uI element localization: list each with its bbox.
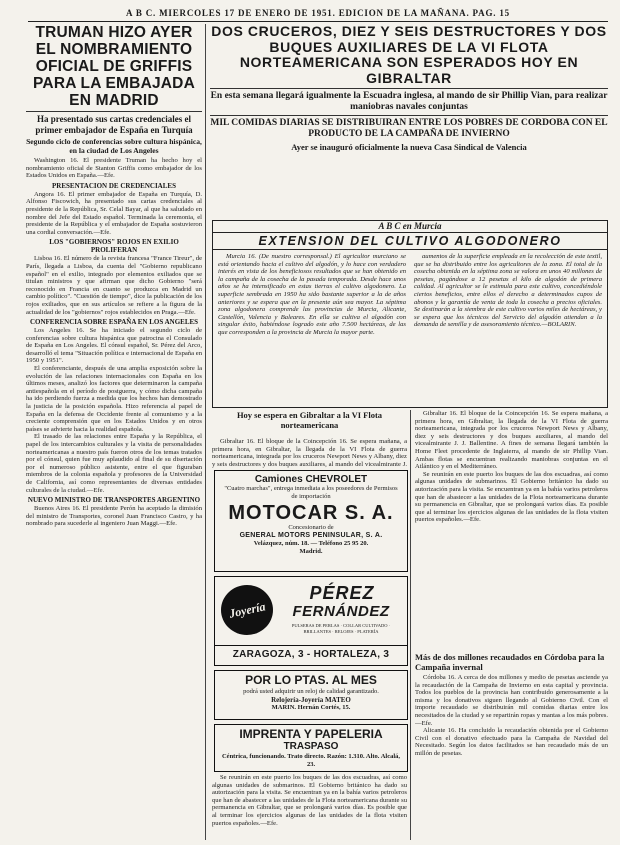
left-deck: Ha presentado sus cartas credenciales el primer embajador de España en Turquía bbox=[35, 114, 193, 135]
article-paragraph: Washington 16. El presidente Truman ha hecho hoy el nombramiento oficial de Stanton Griffis como embajador de los Estados Unidos en España.—Efe. bbox=[26, 157, 202, 180]
main-deck: En esta semana llegará igualmente la Escuadra inglesa, al mando de sir Phillip Vian, para realizar maniobras navales conjuntas bbox=[210, 91, 608, 112]
article-paragraph: El trasado de las relaciones entre España y la República, el papel de los intercambios culturales y la visita de personalidades norteamericanas a nuestro país fueron otros de los temas tratados por el cónsul, quien fue muy aplaudido al final de su disertación por el numeroso público asistente, entre el que figuraban miembros de la colonia española y profesores de la Universidad de California, así como representantes de diversas entidades culturales de la ciudad.—Efe. bbox=[26, 433, 202, 494]
reloj-ad bbox=[214, 670, 408, 720]
motocar-ad bbox=[214, 470, 408, 572]
joyeria-label: Joyería bbox=[227, 598, 267, 621]
article-paragraph: El conferenciante, después de una amplia exposición sobre la evolución de las relaciones internacionales con España en los últimos meses, analizó los factores que determinaron la campaña antiespañola en el período de postguerra, y cómo dicha campaña ha ido perdiendo fuerza a medida que los hechos han demostrado la justicia de la posición española. Hizo referencia al papel de España en la defensa de Occidente frente al comunismo y a la creciente comprensión que en los Estados Unidos y en otros países se advierte hacia la realidad española. bbox=[26, 365, 202, 433]
main-headline: DOS CRUCEROS, DIEZ Y SEIS DESTRUCTORES Y DOS BUQUES AUXILIARES DE LA VI FLOTA NORTEAMERICANA SON ESPERADOS HOY EN GIBRALTAR bbox=[211, 24, 607, 86]
left-column bbox=[26, 24, 202, 840]
gibraltar-headline: Hoy se espera en Gibraltar a la VI Flota norteamericana bbox=[236, 410, 383, 430]
imprenta-ad bbox=[214, 724, 408, 772]
fernandez-name: FERNÁNDEZ bbox=[292, 603, 390, 620]
middle-lower-text bbox=[212, 774, 407, 840]
motocar-sub: Concesionario de bbox=[288, 524, 334, 531]
section-heading: LOS "GOBIERNOS" ROJOS EN EXILIO PROLIFERAN bbox=[49, 238, 179, 255]
box-title: EXTENSION DEL CULTIVO ALGODONERO bbox=[213, 233, 607, 250]
left-subdeck: Segundo ciclo de conferencias sobre cultura hispánica, en la ciudad de Los Angeles bbox=[26, 137, 202, 155]
article-paragraph: Lisboa 16. El número de la revista francesa "France Tireur", de París, llegada a Lisboa, da cuenta del "Gobierno republicano español" en el exilio, integrado por elementos exiliados que se titulan ministros y que afirman que dicho Gobierno "será reconocido en Francia en cuanto se produzca en Madrid un cambio político". "Cuestión de tiempo", dice la publicación de los rojos exiliados, que en sus artículos se refiere a la figura de la actualidad de los "gobiernos" rojos establecidos en Praga.—Efe. bbox=[26, 255, 202, 316]
reloj-address: MARIN. Hernán Cortés, 15. bbox=[271, 704, 351, 711]
right-column bbox=[415, 410, 608, 650]
reloj-sub: podrá usted adquirir un reloj de calidad garantizado. bbox=[243, 688, 379, 695]
motocar-city: Madrid. bbox=[299, 548, 323, 555]
article-paragraph: Los Angeles 16. Se ha iniciado el segundo ciclo de conferencias sobre cultura hispánica que patrocina el Consulado de España en Los Angeles. El cónsul español, Sr. Pérez del Arco, desarrolló el tema "Situación política e internacional de España en 1950 y 1951". bbox=[26, 327, 202, 365]
gm-name: GENERAL MOTORS PENINSULAR, S. A. bbox=[239, 532, 383, 539]
murcia-box bbox=[212, 220, 608, 408]
cordoba-paragraph: Córdoba 16. A cerca de dos millones y medio de pesetas asciende ya la recaudación de la Campaña de Invierno en esta capital y provincia. Todos los pueblos de la provincia han contribuido generosamente a la misma y los donativos siguen llegando al Gobierno Civil. Con el importe recaudado se distribuirán mil comidas diarias entre los necesitados de la ciudad y se repartirán ropas y mantas a los más pobres.—Efe. bbox=[415, 674, 608, 727]
gibraltar-continuation: Gibraltar 16. El bloque de la Coincepción 16. Se espera mañana, a primera hora, en Gibraltar, la llegada de la VI Flota de guerra norteamericana, integrada por los cruceros Newport News y Albany, diez y seis destructores y dos buques auxiliares, al mando del vicealmirante J. J. Ballentine. A fines de semana llegará también la Home Fleet procedente de Inglaterra, al mando de sir Phillip Vian. Ambas flotas se encuentran realizando maniobras conjuntas en el Atlántico y en el Mediterráneo. bbox=[415, 410, 608, 471]
box-col-1: Murcia 16. (De nuestro corresponsal.) El agricultor murciano se está orientando hacia el cultivo del algodón, y lo hace con verdadero interés en vista de los beneficiosos resultados que se han obtenido en la campaña de la cosecha de la pasada temporada. Desde hace unos años se ha intensificado en estas tierras el cultivo algodonero. La superficie sembrada en 1950 ha sido bastante superior a la de años anteriores y se espera que en la presente aún sea mayor. La séptima zona algodonera comprende las provincias de Murcia, Alicante, Castellón, Valencia y Baleares. En ella se cultiva el algodón con singular éxito, habiéndose logrado este año 7.500 hectáreas, de las que corresponden a la provincia de Murcia la mayor parte. bbox=[218, 253, 406, 336]
traspaso-label: TRASPASO bbox=[283, 741, 339, 752]
gibraltar-paragraph-2: Se reunirán en este puerto los buques de las dos escuadras, así como algunas unidades de submarinos. El Gobierno británico ha dado su autorización para la visita. Se encuentran ya en la bahía varios petroleros que han de abastecer a las unidades de la Flota norteamericana durante su permanencia en Gibraltar, que se prolongará varios días. Es posible que al terminar los ejercicios algunas de las unidades de la flota visiten puertos españoles.—Efe. bbox=[212, 774, 407, 827]
joyeria-products: PULSERAS DE PERLAS · COLLAR CULTIVADO · BRILLANTES · RELOJES · PLATERÍA bbox=[291, 623, 391, 634]
box-header: A B C en Murcia bbox=[213, 221, 607, 233]
second-deck: Ayer se inauguró oficialmente la nueva Casa Sindical de Valencia bbox=[291, 142, 527, 152]
joyeria-badge bbox=[221, 585, 273, 635]
middle-column bbox=[212, 410, 407, 438]
cordoba-article bbox=[415, 652, 608, 840]
gibraltar-paragraph: Gibraltar 16. El bloque de la Coincepción 16. Se espera mañana, a primera hora, en Gibraltar, la llegada de la VI Flota de guerra norteamericana, integrada por los cruceros Newport News y Albany, diez y seis destructores y dos buques auxiliares, al mando del vicealmirante J. bbox=[212, 438, 407, 468]
article-paragraph: Angora 16. El primer embajador de España en Turquía, D. Alfonso Fiscowich, ha presentado sus cartas credenciales al presidente de la República, Sr. Celal Bayar, al que ha saludado en nombre del Jefe del Estado español. Terminada la ceremonia, el presidente de la República y el embajador de España sostuvieron una cordial conversación.—Efe. bbox=[26, 190, 202, 236]
joyeria-ad bbox=[214, 576, 408, 666]
column-rule bbox=[410, 410, 411, 840]
left-headline: TRUMAN HIZO AYER EL NOMBRAMIENTO OFICIAL DE GRIFFIS PARA LA EMBAJADA EN MADRID bbox=[33, 24, 195, 109]
reloj-shop: Relojería-Joyería MATEO bbox=[271, 695, 351, 704]
perez-name: PÉREZ bbox=[309, 583, 375, 603]
cordoba-headline: Más de dos millones recaudados en Córdoba para la Campaña invernal bbox=[415, 652, 605, 672]
box-col-2: aumentos de la superficie empleada en la recolección de este textil, que se ha distribuido entre los agricultores de la zona. El total de la cosecha obtenida en la séptima zona se valora en unos 40 millones de pesetas, pagándose a 12 pesetas el kilo de algodón de primera calidad. Al agricultor se le estimula para este cultivo, concediéndole ciertos beneficios, entre ellos el derecho a determinados cupos de abonos y la garantía de venta de toda la cosecha a precios oficiales. Se destinarán a la siembra de este cultivo varios miles de hectáreas, y se espera que los técnicos del Servicio del algodón atiendan a la demanda de semilla y de asesoramiento técnico.—BOLARIN. bbox=[414, 253, 602, 329]
motocar-name: MOTOCAR S. A. bbox=[228, 502, 394, 524]
section-heading: PRESENTACION DE CREDENCIALES bbox=[52, 181, 176, 190]
box-columns bbox=[213, 250, 607, 406]
divider bbox=[26, 111, 202, 112]
section-heading: NUEVO MINISTRO DE TRANSPORTES ARGENTINO bbox=[27, 496, 201, 505]
right-top-headlines bbox=[210, 24, 608, 242]
reloj-title: POR LO PTAS. AL MES bbox=[245, 673, 377, 687]
divider bbox=[210, 88, 608, 89]
motocar-address: Velázquez, núm. 18. — Teléfono 25 95 20. bbox=[253, 540, 369, 547]
imprenta-title: IMPRENTA Y PAPELERIA bbox=[239, 727, 383, 741]
second-headline: MIL COMIDAS DIARIAS SE DISTRIBUIRAN ENTRE LOS POBRES DE CORDOBA CON EL PRODUCTO DE LA CAMPAÑA DE INVIERNO bbox=[210, 118, 608, 139]
running-head: A B C. MIERCOLES 17 DE ENERO DE 1951. EDICION DE LA MAÑANA. PAG. 15 bbox=[28, 8, 608, 22]
chevrolet-title: Camiones CHEVROLET bbox=[254, 474, 368, 485]
joyeria-address: ZARAGOZA, 3 - HORTALEZA, 3 bbox=[215, 645, 407, 660]
section-heading: CONFERENCIA SOBRE ESPAÑA EN LOS ANGELES bbox=[29, 318, 199, 327]
imprenta-text: Céntrica, funcionando. Trato directo. Razón: 1.310. Alto. Alcalá, 23. bbox=[221, 753, 401, 768]
chevrolet-text: "Cuatro marchas", entrega inmediata a los poseedores de Permisos de importación bbox=[224, 485, 398, 500]
column-rule bbox=[205, 24, 206, 840]
gibraltar-continuation-2: Se reunirán en este puerto los buques de las dos escuadras, así como algunas unidades de submarinos. El Gobierno británico ha dado su autorización para la visita. Se encuentran ya en la bahía varios petroleros que han de abastecer a las unidades de la Flota norteamericana durante su permanencia en Gibraltar, que se prolongará varios días. Es posible que al terminar los ejercicios algunas de las unidades de la flota visiten puertos españoles.—Efe. bbox=[415, 470, 608, 524]
middle-column-text bbox=[212, 438, 407, 468]
cordoba-paragraph-2: Alicante 16. Ha concluido la recaudación obtenida por el Gobierno Civil con el donativo efectuado para la Campaña de Navidad del Necesitado. Según los datos facilitados se han recaudado más de un millón de pesetas. bbox=[415, 727, 608, 757]
divider bbox=[210, 115, 608, 116]
article-paragraph: Buenos Aires 16. El presidente Perón ha aceptado la dimisión del ministro de Transportes, coronel Juan Francisco Castro, y ha nombrado para sucederle al ingeniero Juan Maggi.—Efe. bbox=[26, 505, 202, 528]
